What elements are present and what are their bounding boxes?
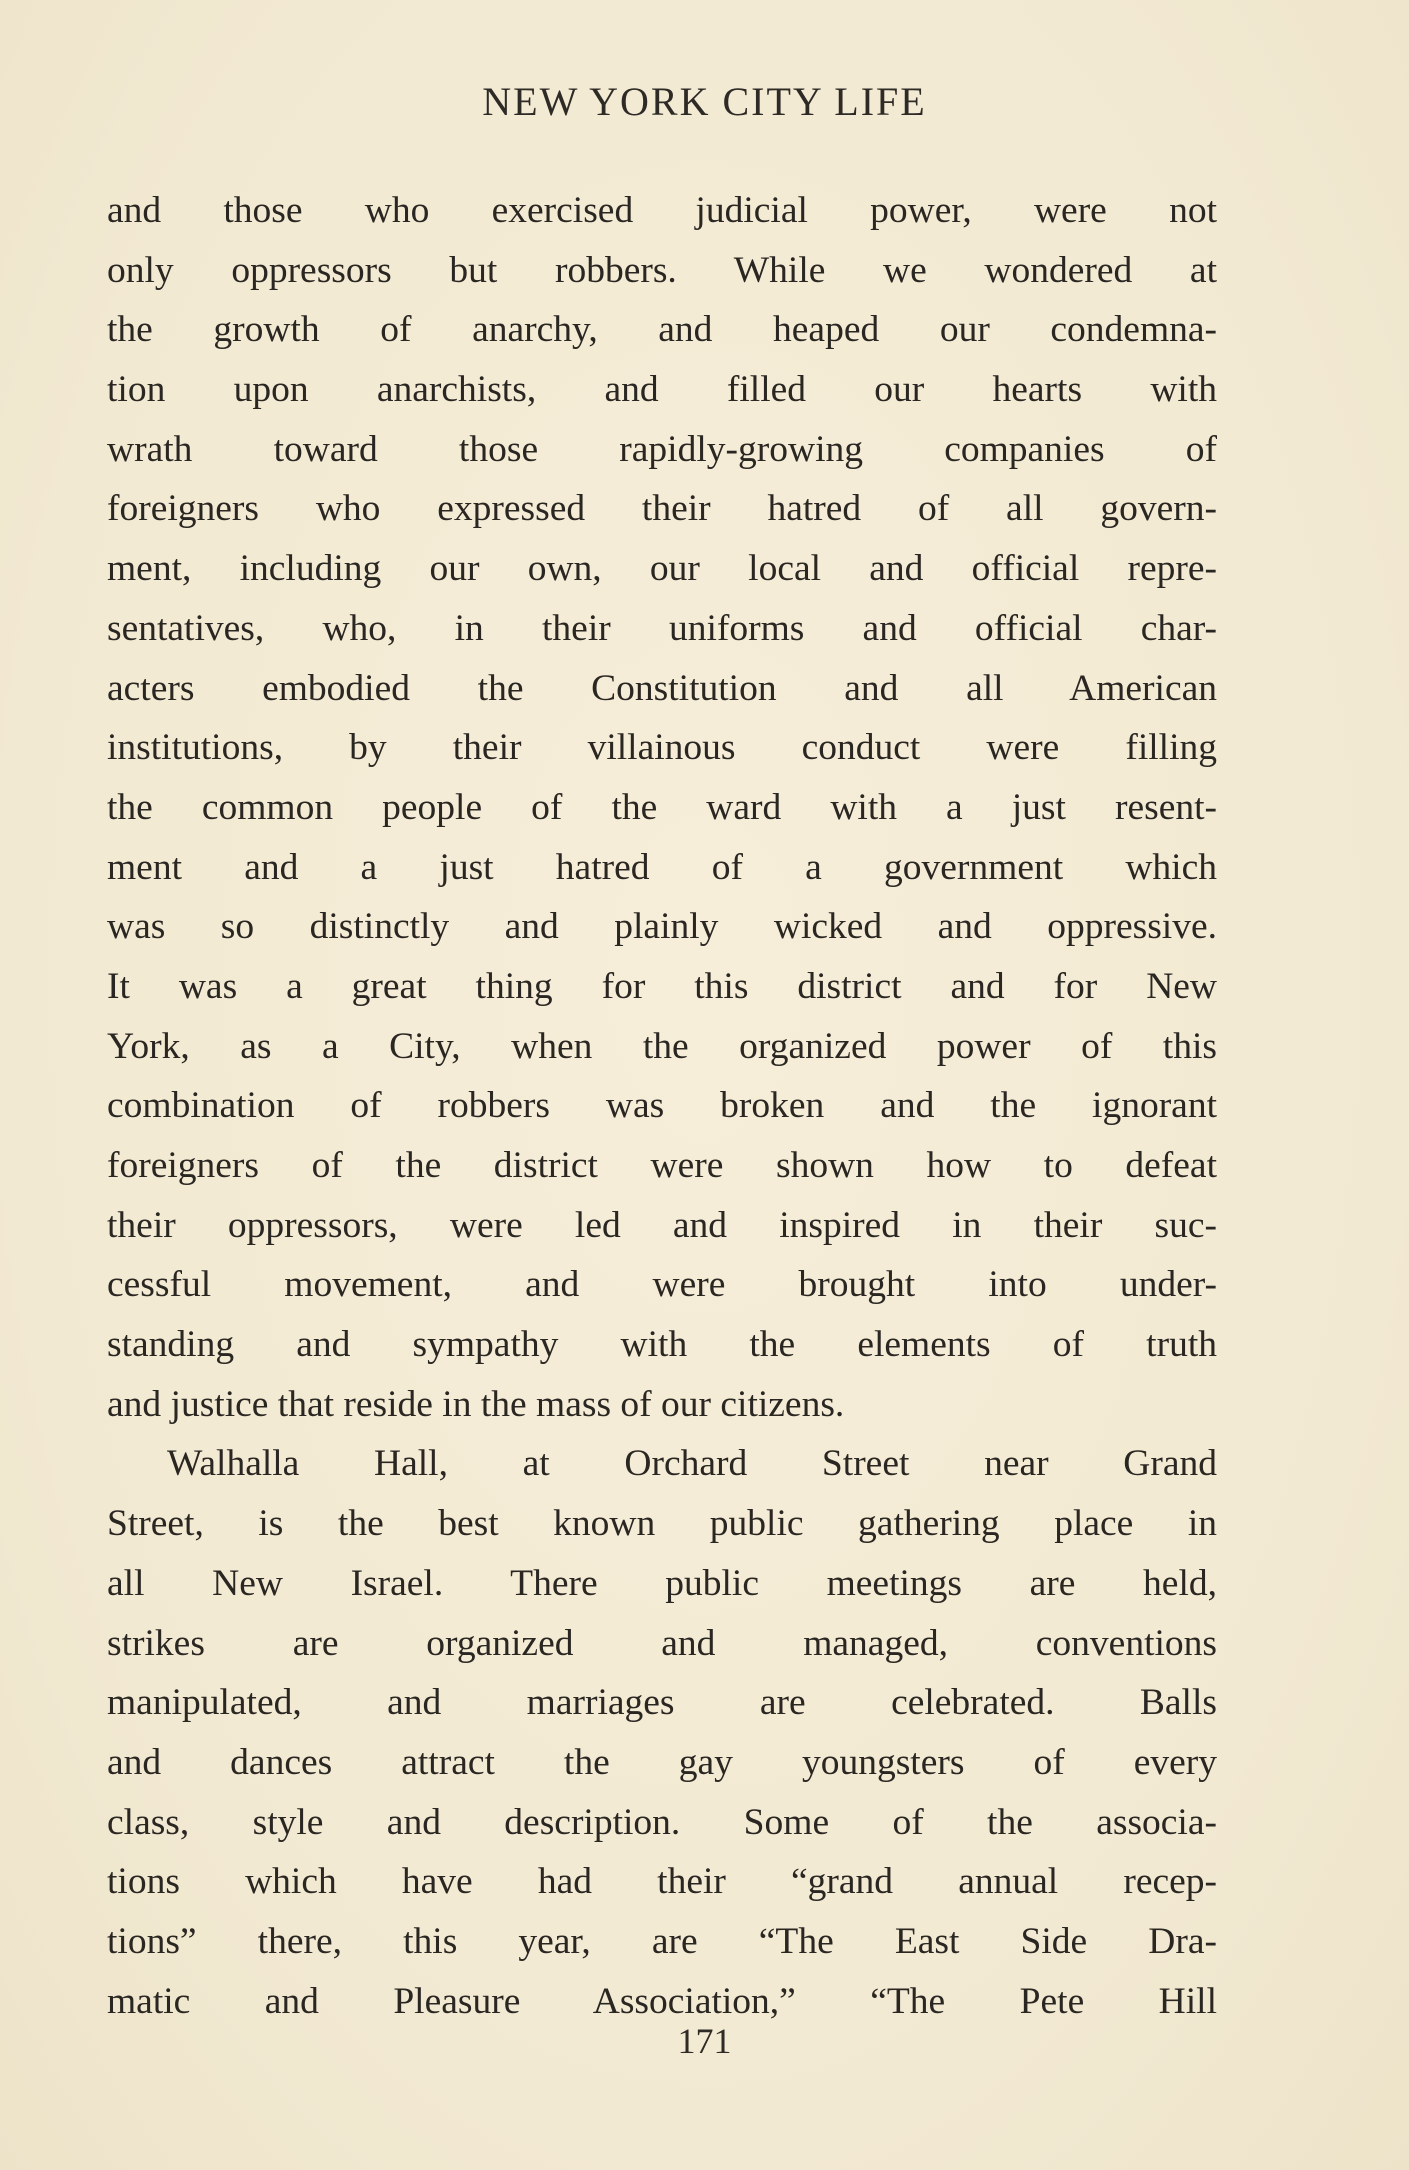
text-line: tion upon anarchists, and filled our hearts with	[107, 369, 1217, 411]
text-line: was so distinctly and plainly wicked and oppressive.	[107, 906, 1217, 948]
page-number: 171	[677, 2021, 732, 2061]
text-line: matic and Pleasure Association,” “The Pete Hill	[107, 1980, 1217, 2022]
running-head: NEW YORK CITY LIFE	[482, 79, 927, 124]
text-line: combination of robbers was broken and the ignorant	[107, 1085, 1217, 1127]
text-line: It was a great thing for this district and for New	[107, 965, 1217, 1007]
text-line: cessful movement, and were brought into under-	[107, 1264, 1217, 1306]
text-line: their oppressors, were led and inspired in their suc-	[107, 1204, 1217, 1246]
text-line: foreigners who expressed their hatred of all govern-	[107, 488, 1217, 530]
text-line: manipulated, and marriages are celebrated. Balls	[107, 1682, 1217, 1724]
text-line: only oppressors but robbers. While we wondered at	[107, 249, 1217, 291]
paragraph-start-line: Walhalla Hall, at Orchard Street near Grand	[167, 1443, 1217, 1485]
text-line: the common people of the ward with a just resent-	[107, 786, 1217, 828]
paragraph-end-line: and justice that reside in the mass of our citizens.	[107, 1383, 845, 1425]
text-line: Street, is the best known public gathering place in	[107, 1503, 1217, 1545]
text-line: sentatives, who, in their uniforms and official char-	[107, 607, 1217, 649]
text-line: strikes are organized and managed, conventions	[107, 1622, 1217, 1664]
text-line: class, style and description. Some of the associa-	[107, 1801, 1217, 1843]
text-line: ment and a just hatred of a government which	[107, 846, 1217, 888]
text-line: wrath toward those rapidly-growing companies of	[107, 428, 1217, 470]
text-line: and those who exercised judicial power, were not	[107, 190, 1217, 231]
text-line: all New Israel. There public meetings are held,	[107, 1562, 1217, 1604]
text-line: tions which have had their “grand annual recep-	[107, 1861, 1217, 1903]
body-text	[107, 181, 1217, 2031]
text-line: the growth of anarchy, and heaped our condemna-	[107, 309, 1217, 351]
text-line: ment, including our own, our local and official repre-	[107, 548, 1217, 590]
text-line: acters embodied the Constitution and all American	[107, 667, 1217, 709]
text-line: standing and sympathy with the elements of truth	[107, 1324, 1217, 1366]
text-line: foreigners of the district were shown how to defeat	[107, 1145, 1217, 1186]
text-line: tions” there, this year, are “The East Side Dra-	[107, 1920, 1217, 1962]
text-line: York, as a City, when the organized power of this	[107, 1025, 1217, 1067]
text-line: institutions, by their villainous conduct were filling	[107, 727, 1217, 769]
text-line: and dances attract the gay youngsters of every	[107, 1741, 1217, 1783]
